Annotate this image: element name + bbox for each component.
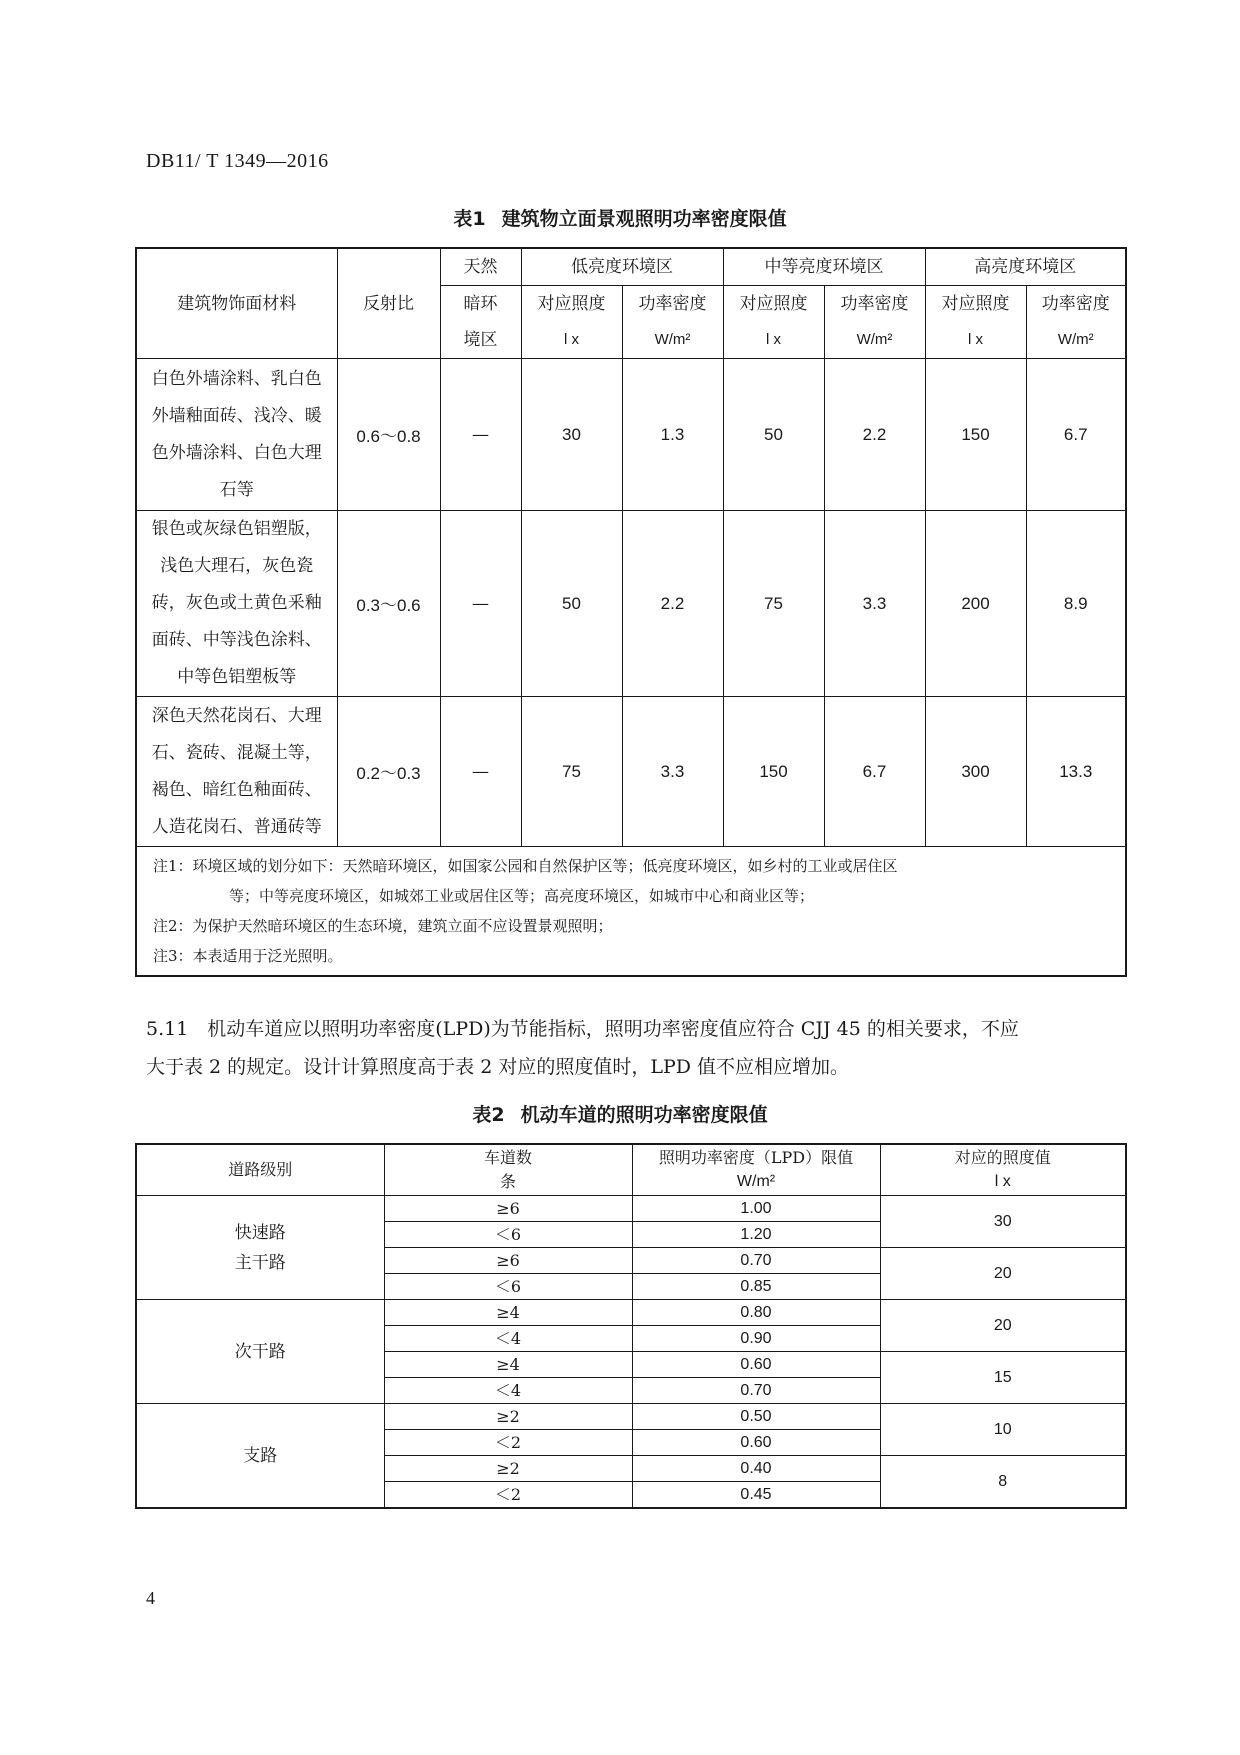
header-natural-dark-2: 暗环 <box>440 286 521 323</box>
mid-lx-cell: 50 <box>723 359 824 511</box>
header-low-unit-lx: l x <box>521 322 622 359</box>
header-high-power: 功率密度 <box>1026 286 1126 323</box>
material-line: 深色天然花岗石、大理 <box>151 705 322 726</box>
header-high-unit-lx: l x <box>925 322 1026 359</box>
low-lx-cell: 50 <box>521 511 622 697</box>
illuminance-cell: 30 <box>880 1196 1126 1248</box>
lpd-cell: 0.60 <box>632 1430 880 1456</box>
header-material: 建筑物饰面材料 <box>136 248 337 359</box>
lanes-cell: ≥2 <box>384 1456 632 1482</box>
low-w-cell: 3.3 <box>622 697 723 847</box>
table2-caption-number: 表2 <box>472 1104 505 1126</box>
header-low-unit-w: W/m² <box>622 322 723 359</box>
road-class-cell <box>136 1196 384 1300</box>
road-class-line: 次干路 <box>234 1341 286 1362</box>
header-lpd-unit: W/m² <box>736 1173 776 1190</box>
reflectance-cell: 0.6～0.8 <box>337 359 440 511</box>
header-low-power: 功率密度 <box>622 286 723 323</box>
mid-w-cell: 2.2 <box>824 359 925 511</box>
high-lx-cell: 300 <box>925 697 1026 847</box>
note-3: 注3：本表适用于泛光照明。 <box>153 947 343 965</box>
header-illuminance <box>880 1144 1126 1196</box>
table1-row <box>136 511 1126 697</box>
header-low-zone: 低亮度环境区 <box>521 248 723 286</box>
page-number: 4 <box>146 1588 155 1608</box>
table1-caption <box>0 204 1240 231</box>
mid-w-cell: 3.3 <box>824 511 925 697</box>
lanes-cell: ＜4 <box>384 1378 632 1404</box>
low-w-cell: 1.3 <box>622 359 723 511</box>
table1-row <box>136 697 1126 847</box>
header-low-illuminance: 对应照度 <box>521 286 622 323</box>
table1-facade-lighting-power-density <box>135 247 1127 977</box>
lpd-cell: 0.70 <box>632 1248 880 1274</box>
natural-dark-cell: — <box>440 359 521 511</box>
low-w-cell: 2.2 <box>622 511 723 697</box>
table2-caption-title: 机动车道的照明功率密度限值 <box>520 1104 768 1126</box>
reflectance-cell: 0.2～0.3 <box>337 697 440 847</box>
lanes-cell: ＜4 <box>384 1326 632 1352</box>
high-w-cell: 6.7 <box>1026 359 1126 511</box>
lpd-cell: 1.20 <box>632 1222 880 1248</box>
header-mid-unit-w: W/m² <box>824 322 925 359</box>
lanes-cell: ＜2 <box>384 1482 632 1509</box>
high-lx-cell: 200 <box>925 511 1026 697</box>
material-line: 中等色铝塑板等 <box>177 667 297 687</box>
road-class-line: 快速路 <box>234 1222 286 1243</box>
lanes-cell: ≥6 <box>384 1248 632 1274</box>
table2-caption <box>0 1100 1240 1127</box>
material-cell <box>136 511 337 697</box>
lpd-cell: 1.00 <box>632 1196 880 1222</box>
road-class-line: 支路 <box>243 1445 278 1466</box>
reflectance-cell: 0.3～0.6 <box>337 511 440 697</box>
header-lanes <box>384 1144 632 1196</box>
lanes-cell: ＜2 <box>384 1430 632 1456</box>
mid-lx-cell: 150 <box>723 697 824 847</box>
material-line: 色外墙涂料、白色大理 <box>151 442 322 463</box>
material-line: 面砖、中等浅色涂料、 <box>151 630 322 650</box>
table2-roadway-lighting-power-density <box>135 1143 1127 1509</box>
lanes-cell: ＜6 <box>384 1274 632 1300</box>
material-line: 人造花岗石、普通砖等 <box>151 816 322 837</box>
header-natural-dark-1: 天然 <box>440 248 521 286</box>
material-line: 外墙釉面砖、浅冷、暖 <box>151 405 322 426</box>
header-mid-unit-lx: l x <box>723 322 824 359</box>
paragraph-5-11-line-1: 5.11 机动车道应以照明功率密度(LPD)为节能指标，照明功率密度值应符合 CJJ 45 的相关要求，不应 <box>146 1018 1019 1040</box>
table1-row <box>136 359 1126 511</box>
road-class-line: 主干路 <box>234 1252 286 1273</box>
header-lanes-unit: 条 <box>499 1172 516 1191</box>
note-2: 注2：为保护天然暗环境区的生态环境，建筑立面不应设置景观照明； <box>153 917 613 935</box>
material-cell <box>136 359 337 511</box>
lpd-cell: 0.85 <box>632 1274 880 1300</box>
material-line: 砖，灰色或土黄色釆釉 <box>151 593 322 613</box>
header-road-class: 道路级别 <box>136 1144 384 1196</box>
lpd-cell: 0.60 <box>632 1352 880 1378</box>
lpd-cell: 0.50 <box>632 1404 880 1430</box>
low-lx-cell: 75 <box>521 697 622 847</box>
lpd-cell: 0.80 <box>632 1300 880 1326</box>
table2-row <box>136 1300 1126 1326</box>
lanes-cell: ≥4 <box>384 1352 632 1378</box>
material-line: 浅色大理石，灰色瓷 <box>160 556 314 576</box>
table1-caption-number: 表1 <box>453 208 486 230</box>
high-lx-cell: 150 <box>925 359 1026 511</box>
note-1-continued: 等；中等亮度环境区，如城郊工业或居住区等；高亮度环境区，如城市中心和商业区等； <box>229 887 815 905</box>
low-lx-cell: 30 <box>521 359 622 511</box>
lpd-cell: 0.45 <box>632 1482 880 1509</box>
material-line: 褐色、暗红色釉面砖、 <box>151 779 322 800</box>
illuminance-cell: 8 <box>880 1456 1126 1509</box>
mid-lx-cell: 75 <box>723 511 824 697</box>
header-mid-illuminance: 对应照度 <box>723 286 824 323</box>
illuminance-cell: 15 <box>880 1352 1126 1404</box>
header-illuminance-label: 对应的照度值 <box>954 1148 1051 1167</box>
table1-notes <box>136 847 1126 977</box>
lanes-cell: ≥6 <box>384 1196 632 1222</box>
high-w-cell: 13.3 <box>1026 697 1126 847</box>
road-class-cell <box>136 1404 384 1509</box>
header-lpd-label: 照明功率密度（LPD）限值 <box>658 1148 854 1167</box>
header-illuminance-unit: l x <box>994 1173 1011 1190</box>
lpd-cell: 0.90 <box>632 1326 880 1352</box>
illuminance-cell: 20 <box>880 1248 1126 1300</box>
header-high-zone: 高亮度环境区 <box>925 248 1126 286</box>
material-line: 石、瓷砖、混凝土等， <box>151 742 322 763</box>
mid-w-cell: 6.7 <box>824 697 925 847</box>
lanes-cell: ＜6 <box>384 1222 632 1248</box>
table1-caption-title: 建筑物立面景观照明功率密度限值 <box>501 208 787 230</box>
header-high-unit-w: W/m² <box>1026 322 1126 359</box>
lanes-cell: ≥2 <box>384 1404 632 1430</box>
paragraph-5-11-line-2: 大于表 2 的规定。设计计算照度高于表 2 对应的照度值时，LPD 值不应相应增加。 <box>146 1056 850 1078</box>
lanes-cell: ≥4 <box>384 1300 632 1326</box>
material-cell <box>136 697 337 847</box>
header-lpd <box>632 1144 880 1196</box>
table2-row <box>136 1196 1126 1222</box>
illuminance-cell: 20 <box>880 1300 1126 1352</box>
note-1: 注1：环境区域的划分如下：天然暗环境区，如国家公园和自然保护区等；低亮度环境区，如乡村的工业或居住区 <box>153 857 898 875</box>
natural-dark-cell: — <box>440 511 521 697</box>
standard-code: DB11/ T 1349—2016 <box>146 150 329 172</box>
header-reflectance: 反射比 <box>337 248 440 359</box>
table2-row <box>136 1404 1126 1430</box>
header-natural-dark-3: 境区 <box>440 322 521 359</box>
road-class-cell <box>136 1300 384 1404</box>
natural-dark-cell: — <box>440 697 521 847</box>
header-lanes-label: 车道数 <box>483 1148 532 1167</box>
lpd-cell: 0.40 <box>632 1456 880 1482</box>
material-line: 石等 <box>219 479 254 500</box>
material-line: 白色外墙涂料、乳白色 <box>151 368 322 389</box>
lpd-cell: 0.70 <box>632 1378 880 1404</box>
material-line: 银色或灰绿色铝塑版， <box>151 519 322 539</box>
high-w-cell: 8.9 <box>1026 511 1126 697</box>
illuminance-cell: 10 <box>880 1404 1126 1456</box>
header-mid-zone: 中等亮度环境区 <box>723 248 925 286</box>
header-mid-power: 功率密度 <box>824 286 925 323</box>
header-high-illuminance: 对应照度 <box>925 286 1026 323</box>
